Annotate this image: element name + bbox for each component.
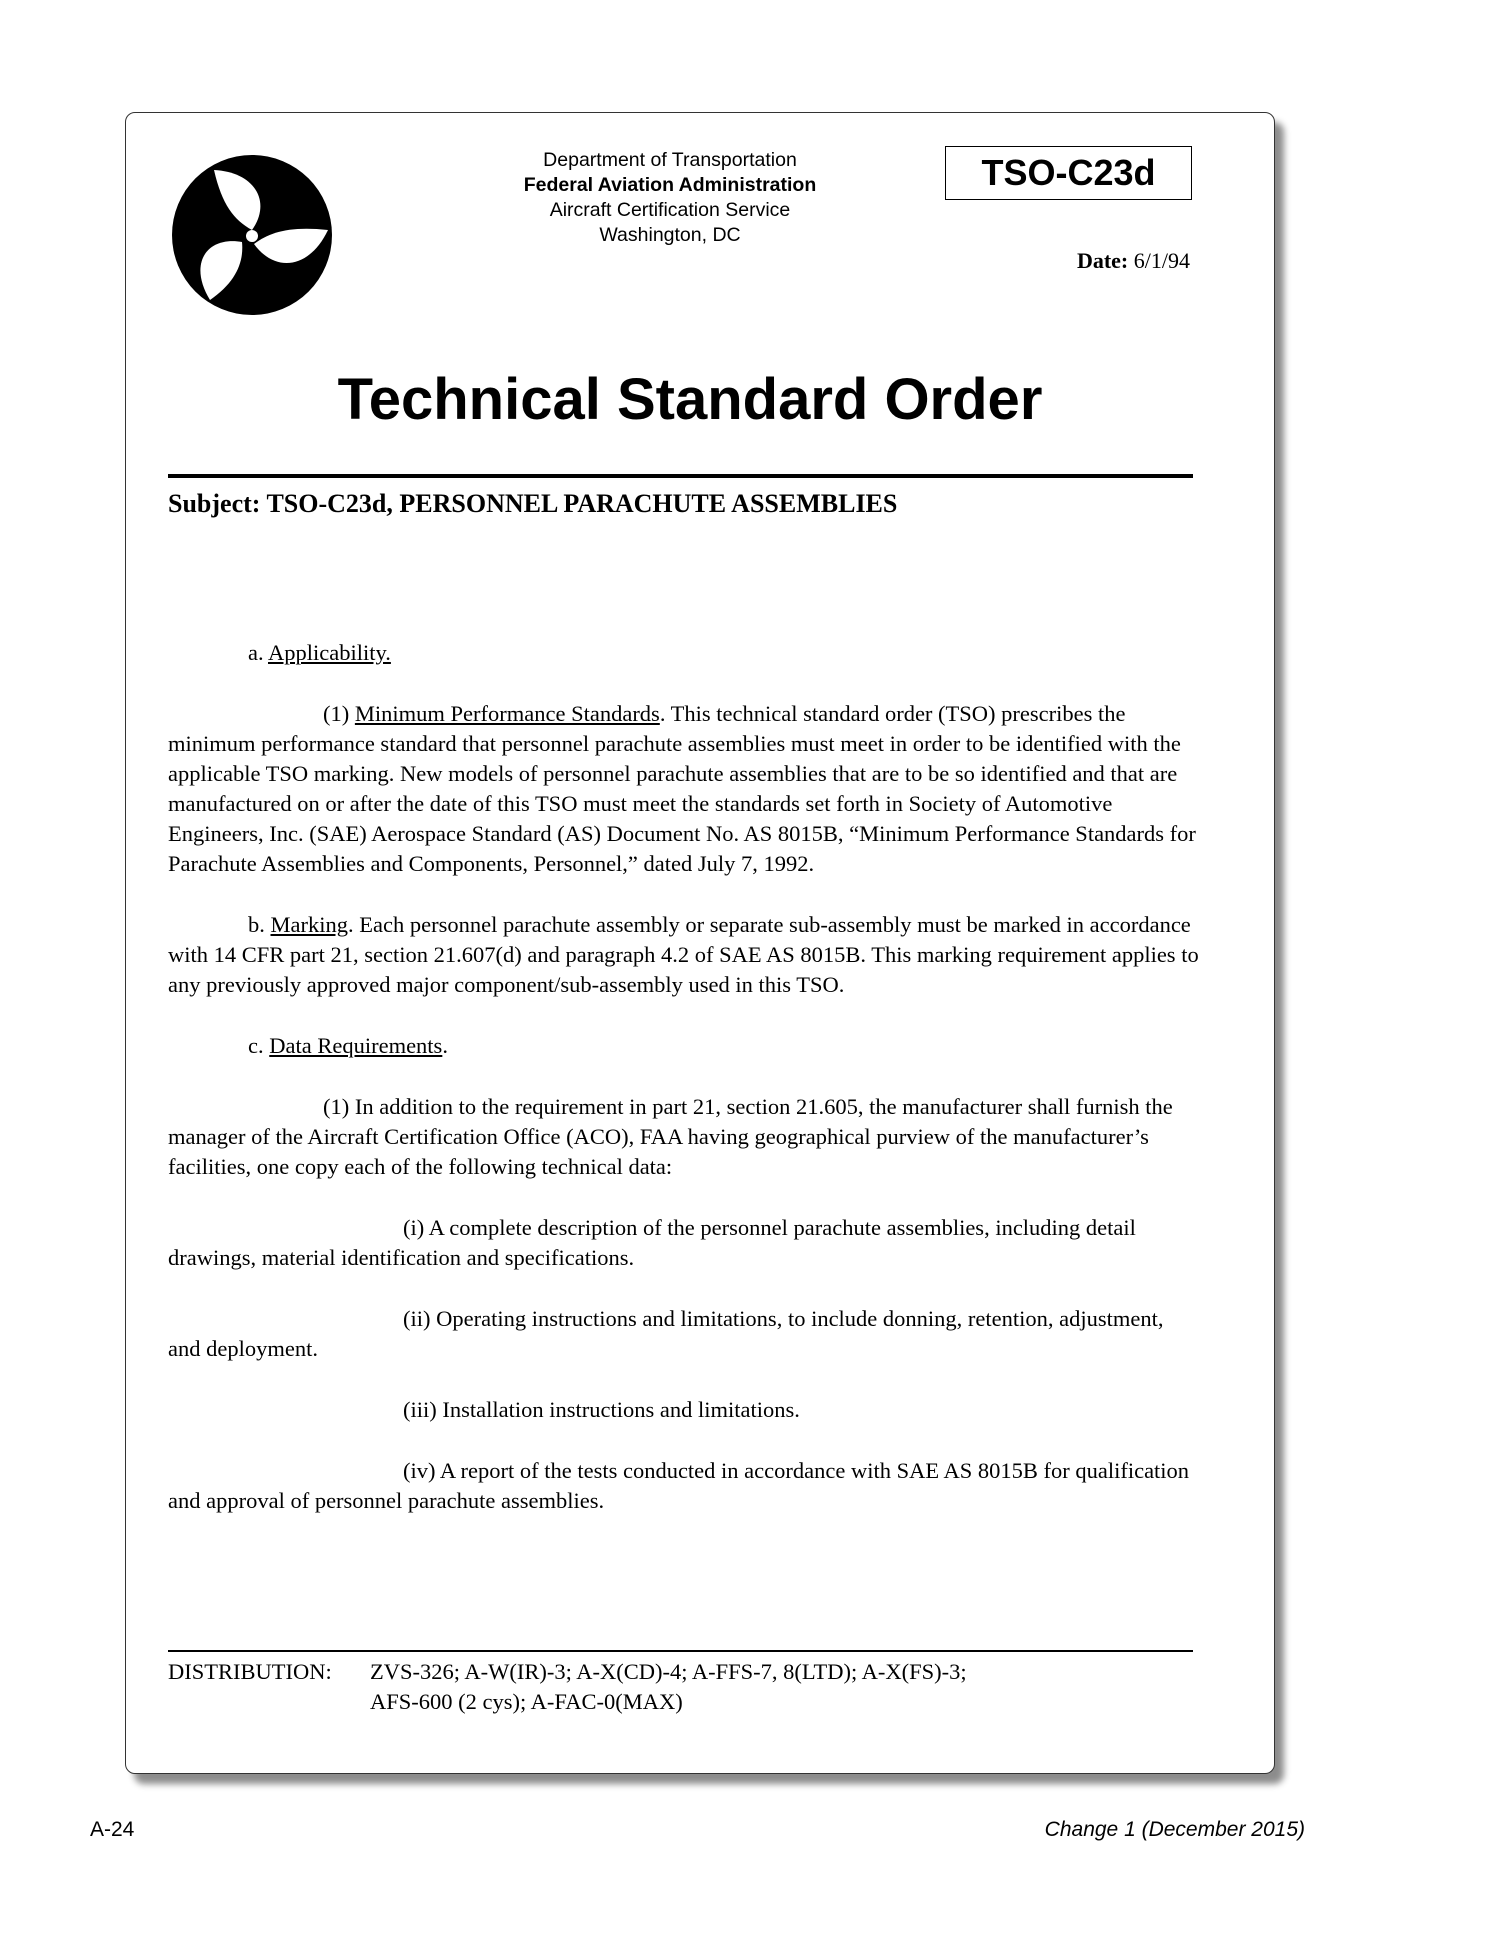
- section-civ-text: (iv) A report of the tests conducted in accordance with SAE AS 8015B for qualification and approval of personnel parachute assemblies.: [168, 1458, 1190, 1513]
- distribution-block: [168, 1657, 1208, 1717]
- section-c-prefix: c.: [248, 1033, 270, 1058]
- department-name: Department of Transportation: [543, 149, 797, 171]
- section-cii-text: (ii) Operating instructions and limitations, to include donning, retention, adjustment, and deployment.: [168, 1306, 1164, 1361]
- section-a1-paragraph: [168, 699, 1200, 879]
- distribution-row-2: [168, 1687, 1208, 1717]
- section-a-heading: [168, 638, 1200, 668]
- agency-name: Federal Aviation Administration: [523, 174, 817, 196]
- document-body: [168, 638, 1200, 1547]
- section-a1-title: Minimum Performance Standards: [354, 701, 660, 726]
- header-divider: [168, 474, 1193, 478]
- section-ciii-text: (iii) Installation instructions and limitations.: [403, 1397, 800, 1422]
- department-heading: [470, 148, 870, 248]
- date-value: 6/1/94: [1133, 248, 1190, 273]
- change-note: Change 1 (December 2015): [1044, 1818, 1305, 1841]
- subject-line: Subject: TSO-C23d, PERSONNEL PARACHUTE ASSEMBLIES: [168, 489, 898, 518]
- section-a1-text: . This technical standard order (TSO) prescribes the minimum performance standard that personnel parachute assemblies must meet in order to be identified with the applicable TSO marking. New models of personnel parachute assemblies that are to be so identified and that are manufactured on or after the date of this TSO must meet the standards set forth in Society of Automotive Engineers, Inc. (SAE) Aerospace Standard (AS) Document No. AS 8015B, “Minimum Performance Standards for Parachute Assemblies and Components, Personnel,” dated July 7, 1992.: [168, 701, 1196, 876]
- section-c1-paragraph: [168, 1092, 1200, 1182]
- distribution-label-spacer: [168, 1687, 370, 1717]
- page-number: A-24: [90, 1818, 135, 1841]
- service-name: Aircraft Certification Service: [549, 199, 791, 221]
- section-c-title: Data Requirements: [269, 1033, 443, 1058]
- dot-triskelion-logo-icon: [170, 150, 335, 320]
- section-c-suffix: .: [442, 1033, 448, 1058]
- section-a1-prefix: (1): [323, 701, 355, 726]
- page-title: Technical Standard Order: [337, 367, 1043, 432]
- section-b-title: Marking: [270, 912, 348, 937]
- section-a-prefix: a.: [248, 640, 268, 665]
- section-b-paragraph: [168, 910, 1200, 1000]
- distribution-line-1: ZVS-326; A-W(IR)-3; A-X(CD)-4; A-FFS-7, 8(LTD); A-X(FS)-3;: [370, 1659, 967, 1684]
- tso-number-box: TSO-C23d: [945, 146, 1192, 200]
- section-b-prefix: b.: [248, 912, 271, 937]
- section-ci-paragraph: [168, 1213, 1200, 1273]
- section-a-title: Applicability.: [268, 640, 391, 665]
- date-label: Date:: [1076, 248, 1129, 273]
- section-civ-paragraph: [168, 1456, 1200, 1516]
- location: Washington, DC: [599, 224, 741, 246]
- distribution-line-2: AFS-600 (2 cys); A-FAC-0(MAX): [370, 1689, 683, 1714]
- section-ciii-paragraph: [168, 1395, 1200, 1425]
- distribution-divider: [168, 1650, 1193, 1652]
- distribution-row-1: [168, 1657, 1208, 1687]
- section-c1-text: (1) In addition to the requirement in part 21, section 21.605, the manufacturer shall furnish the manager of the Aircraft Certification Office (ACO), FAA having geographical purview of the manufacturer’s facilities, one copy each of the following technical data:: [168, 1094, 1173, 1179]
- section-c-heading: [168, 1031, 1200, 1061]
- section-b-text: . Each personnel parachute assembly or separate sub-assembly must be marked in accordance with 14 CFR part 21, section 21.607(d) and paragraph 4.2 of SAE AS 8015B. This marking requirement applies to any previously approved major component/sub-assembly used in this TSO.: [168, 912, 1199, 997]
- distribution-label: DISTRIBUTION:: [168, 1659, 332, 1684]
- section-cii-paragraph: [168, 1304, 1200, 1364]
- date-line: [1020, 248, 1190, 274]
- section-ci-text: (i) A complete description of the personnel parachute assemblies, including detail drawings, material identification and specifications.: [168, 1215, 1136, 1270]
